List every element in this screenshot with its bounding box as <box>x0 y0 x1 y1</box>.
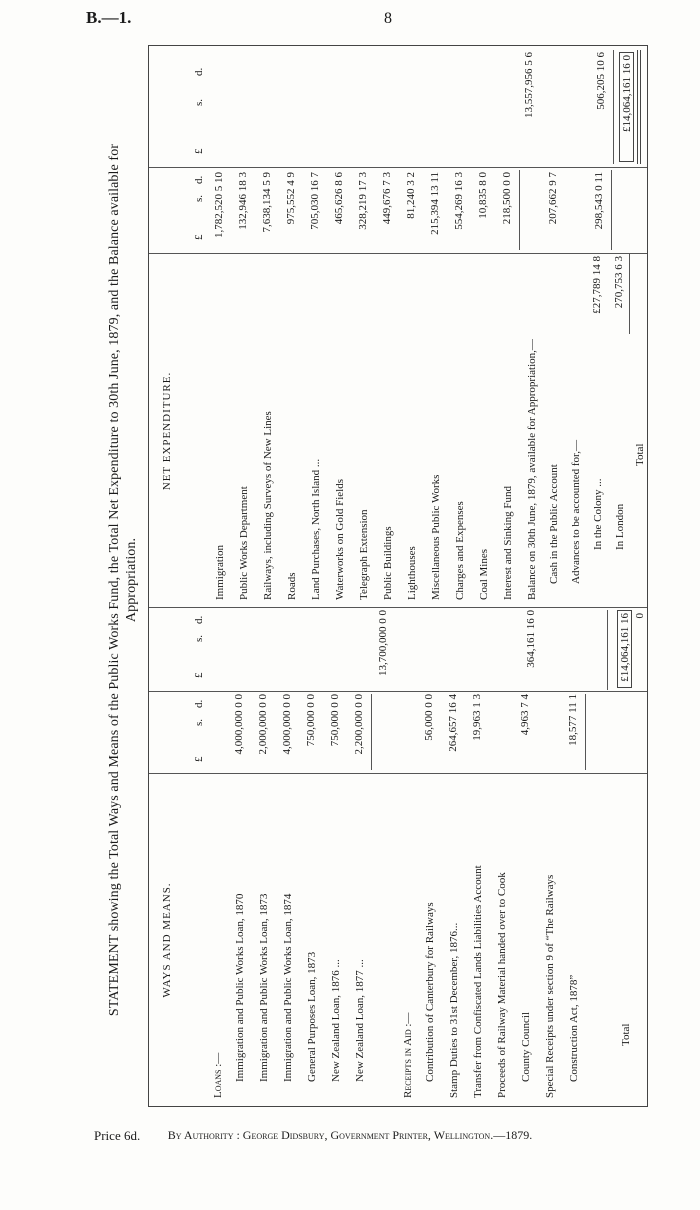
total-rule <box>607 610 608 690</box>
ways-grand-total: £14,064,161 16 0 <box>617 610 632 688</box>
receipt-row: Proceeds of Railway Material handed over to Cook <box>496 872 508 1098</box>
subtotal-rule <box>371 694 372 770</box>
receipts-heading: Receipts in Aid :— <box>402 1012 414 1098</box>
loan-row: New Zealand Loan, 1876 ... <box>330 959 342 1082</box>
expenditure-row: Telegraph Extension <box>358 509 370 600</box>
col-divider <box>149 167 647 168</box>
loan-row: Immigration and Public Works Loan, 1870 <box>234 893 246 1082</box>
colony-amount: £27,789 14 8 <box>591 256 603 314</box>
receipt-row: Transfer from Confiscated Lands Liabilities Account <box>472 865 484 1098</box>
unit-pounds: £ <box>193 234 205 240</box>
expenditure-row: Interest and Sinking Fund <box>502 486 514 600</box>
expenditure-row: Immigration <box>214 545 226 600</box>
cash-amount: 207,662 9 7 <box>547 172 559 225</box>
receipt-row: Stamp Duties to 31st December, 1876... <box>448 922 460 1098</box>
unit-shillings: s. <box>193 718 205 726</box>
statement-title <box>106 45 140 1115</box>
expenditure-amount: 554,269 16 3 <box>453 172 465 230</box>
loan-amount: 4,000,000 0 0 <box>281 694 293 755</box>
expenditure-amount: 1,782,520 5 10 <box>213 172 225 238</box>
title-line-1: STATEMENT showing the Total Ways and Means of the Public Works Fund, the Total Net Expenditure to 30th June, 1879, and the Balance available for <box>107 143 122 1017</box>
expenditure-amount: 975,552 4 9 <box>285 172 297 225</box>
loan-amount: 2,200,000 0 0 <box>353 694 365 755</box>
loans-heading: Loans :— <box>212 1052 224 1098</box>
page-number: 8 <box>384 10 392 27</box>
subtotal-rule <box>519 170 520 250</box>
title-line-2: Appropriation. <box>124 537 139 623</box>
subtotal-rule <box>611 170 612 250</box>
expenditure-grand-total: £14,064,161 16 0 <box>619 52 634 162</box>
loan-amount: 750,000 0 0 <box>329 694 341 747</box>
receipt-row: Contribution of Canterbury for Railways <box>424 902 436 1082</box>
receipt-amount: 264,657 16 4 <box>447 694 459 752</box>
receipt-row: County Council <box>520 1012 532 1082</box>
loans-total: 13,700,000 0 0 <box>377 610 389 676</box>
col-divider <box>149 691 647 692</box>
expenditure-amount: 705,030 16 7 <box>309 172 321 230</box>
unit-pence: d. <box>193 615 205 624</box>
loan-row: New Zealand Loan, 1877 ... <box>354 959 366 1082</box>
expenditure-row: Coal Mines <box>478 548 490 600</box>
london-label: In London <box>614 503 626 550</box>
loan-amount: 4,000,000 0 0 <box>233 694 245 755</box>
unit-shillings: s. <box>193 634 205 642</box>
expenditure-total-label: Total <box>634 443 646 466</box>
expenditure-amount: 328,219 17 3 <box>357 172 369 230</box>
subtotal-rule <box>629 254 630 334</box>
rotated-statement <box>100 45 660 1115</box>
expenditure-row: Public Buildings <box>382 526 394 600</box>
ways-heading: WAYS AND MEANS. <box>161 882 173 998</box>
expenditure-amount: 7,638,134 5 9 <box>261 172 273 233</box>
unit-pence: d. <box>193 67 205 76</box>
advances-label: Advances to be accounted for,— <box>570 439 582 584</box>
price: Price 6d. <box>94 1128 141 1143</box>
advances-total: 298,543 0 11 <box>593 172 605 230</box>
unit-pence: d. <box>193 175 205 184</box>
unit-pence: d. <box>193 699 205 708</box>
unit-shillings: s. <box>193 98 205 106</box>
expenditure-amount: 218,500 0 0 <box>501 172 513 225</box>
loan-amount: 2,000,000 0 0 <box>257 694 269 755</box>
receipt-amount: 19,963 1 3 <box>471 694 483 741</box>
statement-table <box>148 45 648 1107</box>
loan-row: General Purposes Loan, 1873 <box>306 951 318 1082</box>
col-divider <box>149 607 647 608</box>
expenditure-amount: 132,946 18 3 <box>237 172 249 230</box>
expenditure-row: Land Purchases, North Island ... <box>310 458 322 600</box>
expenditure-row: Railways, including Surveys of New Lines <box>262 411 274 600</box>
expenditure-amount: 449,676 7 3 <box>381 172 393 225</box>
colony-label: In the Colony ... <box>592 478 604 550</box>
expenditure-amount: 215,394 13 11 <box>429 172 441 235</box>
col-divider <box>149 253 647 254</box>
double-rule <box>637 50 641 164</box>
expenditure-amount: 10,835 8 0 <box>477 172 489 219</box>
subtotal-rule <box>585 694 586 770</box>
expenditure-row: Public Works Department <box>238 486 250 600</box>
expenditure-row: Roads <box>286 572 298 600</box>
loan-row: Immigration and Public Works Loan, 1874 <box>282 893 294 1082</box>
expenditure-amount: 81,240 3 2 <box>405 172 417 219</box>
expenditure-row: Waterworks on Gold Fields <box>334 478 346 600</box>
col-divider <box>149 773 647 774</box>
unit-pounds: £ <box>193 756 205 762</box>
receipt-amount: 4,963 7 4 <box>519 694 531 736</box>
balance-label: Balance on 30th June, 1879, available for Appropriation,— <box>526 339 538 600</box>
report-reference: B.—1. <box>86 8 132 27</box>
expenditure-amount: 465,626 8 6 <box>333 172 345 225</box>
loan-amount: 750,000 0 0 <box>305 694 317 747</box>
receipt-amount: 56,000 0 0 <box>423 694 435 741</box>
london-amount: 270,753 6 3 <box>613 256 625 309</box>
cash-label: Cash in the Public Account <box>548 464 560 584</box>
unit-pounds: £ <box>193 148 205 154</box>
ways-total-label: Total <box>620 1023 632 1046</box>
receipt-amount: 18,577 11 1 <box>567 694 579 746</box>
total-rule <box>613 50 614 164</box>
receipt-row: Construction Act, 1878” <box>568 974 580 1082</box>
expenditure-row: Miscellaneous Public Works <box>430 474 442 600</box>
receipts-total: 364,161 16 0 <box>525 610 537 668</box>
loan-row: Immigration and Public Works Loan, 1873 <box>258 893 270 1082</box>
unit-shillings: s. <box>193 194 205 202</box>
expenditure-row: Charges and Expenses <box>454 501 466 600</box>
printer-authority: By Authority : George Didsbury, Government Printer, Wellington.—1879. <box>167 1128 533 1142</box>
expenditure-heading: NET EXPENDITURE. <box>161 371 173 491</box>
unit-pounds: £ <box>193 672 205 678</box>
receipt-row: Special Receipts under section 9 of “The Railways <box>544 874 556 1098</box>
expenditure-total: 13,557,956 5 6 <box>523 52 535 118</box>
expenditure-row: Lighthouses <box>406 546 418 600</box>
balance-total: 506,205 10 6 <box>595 52 607 110</box>
